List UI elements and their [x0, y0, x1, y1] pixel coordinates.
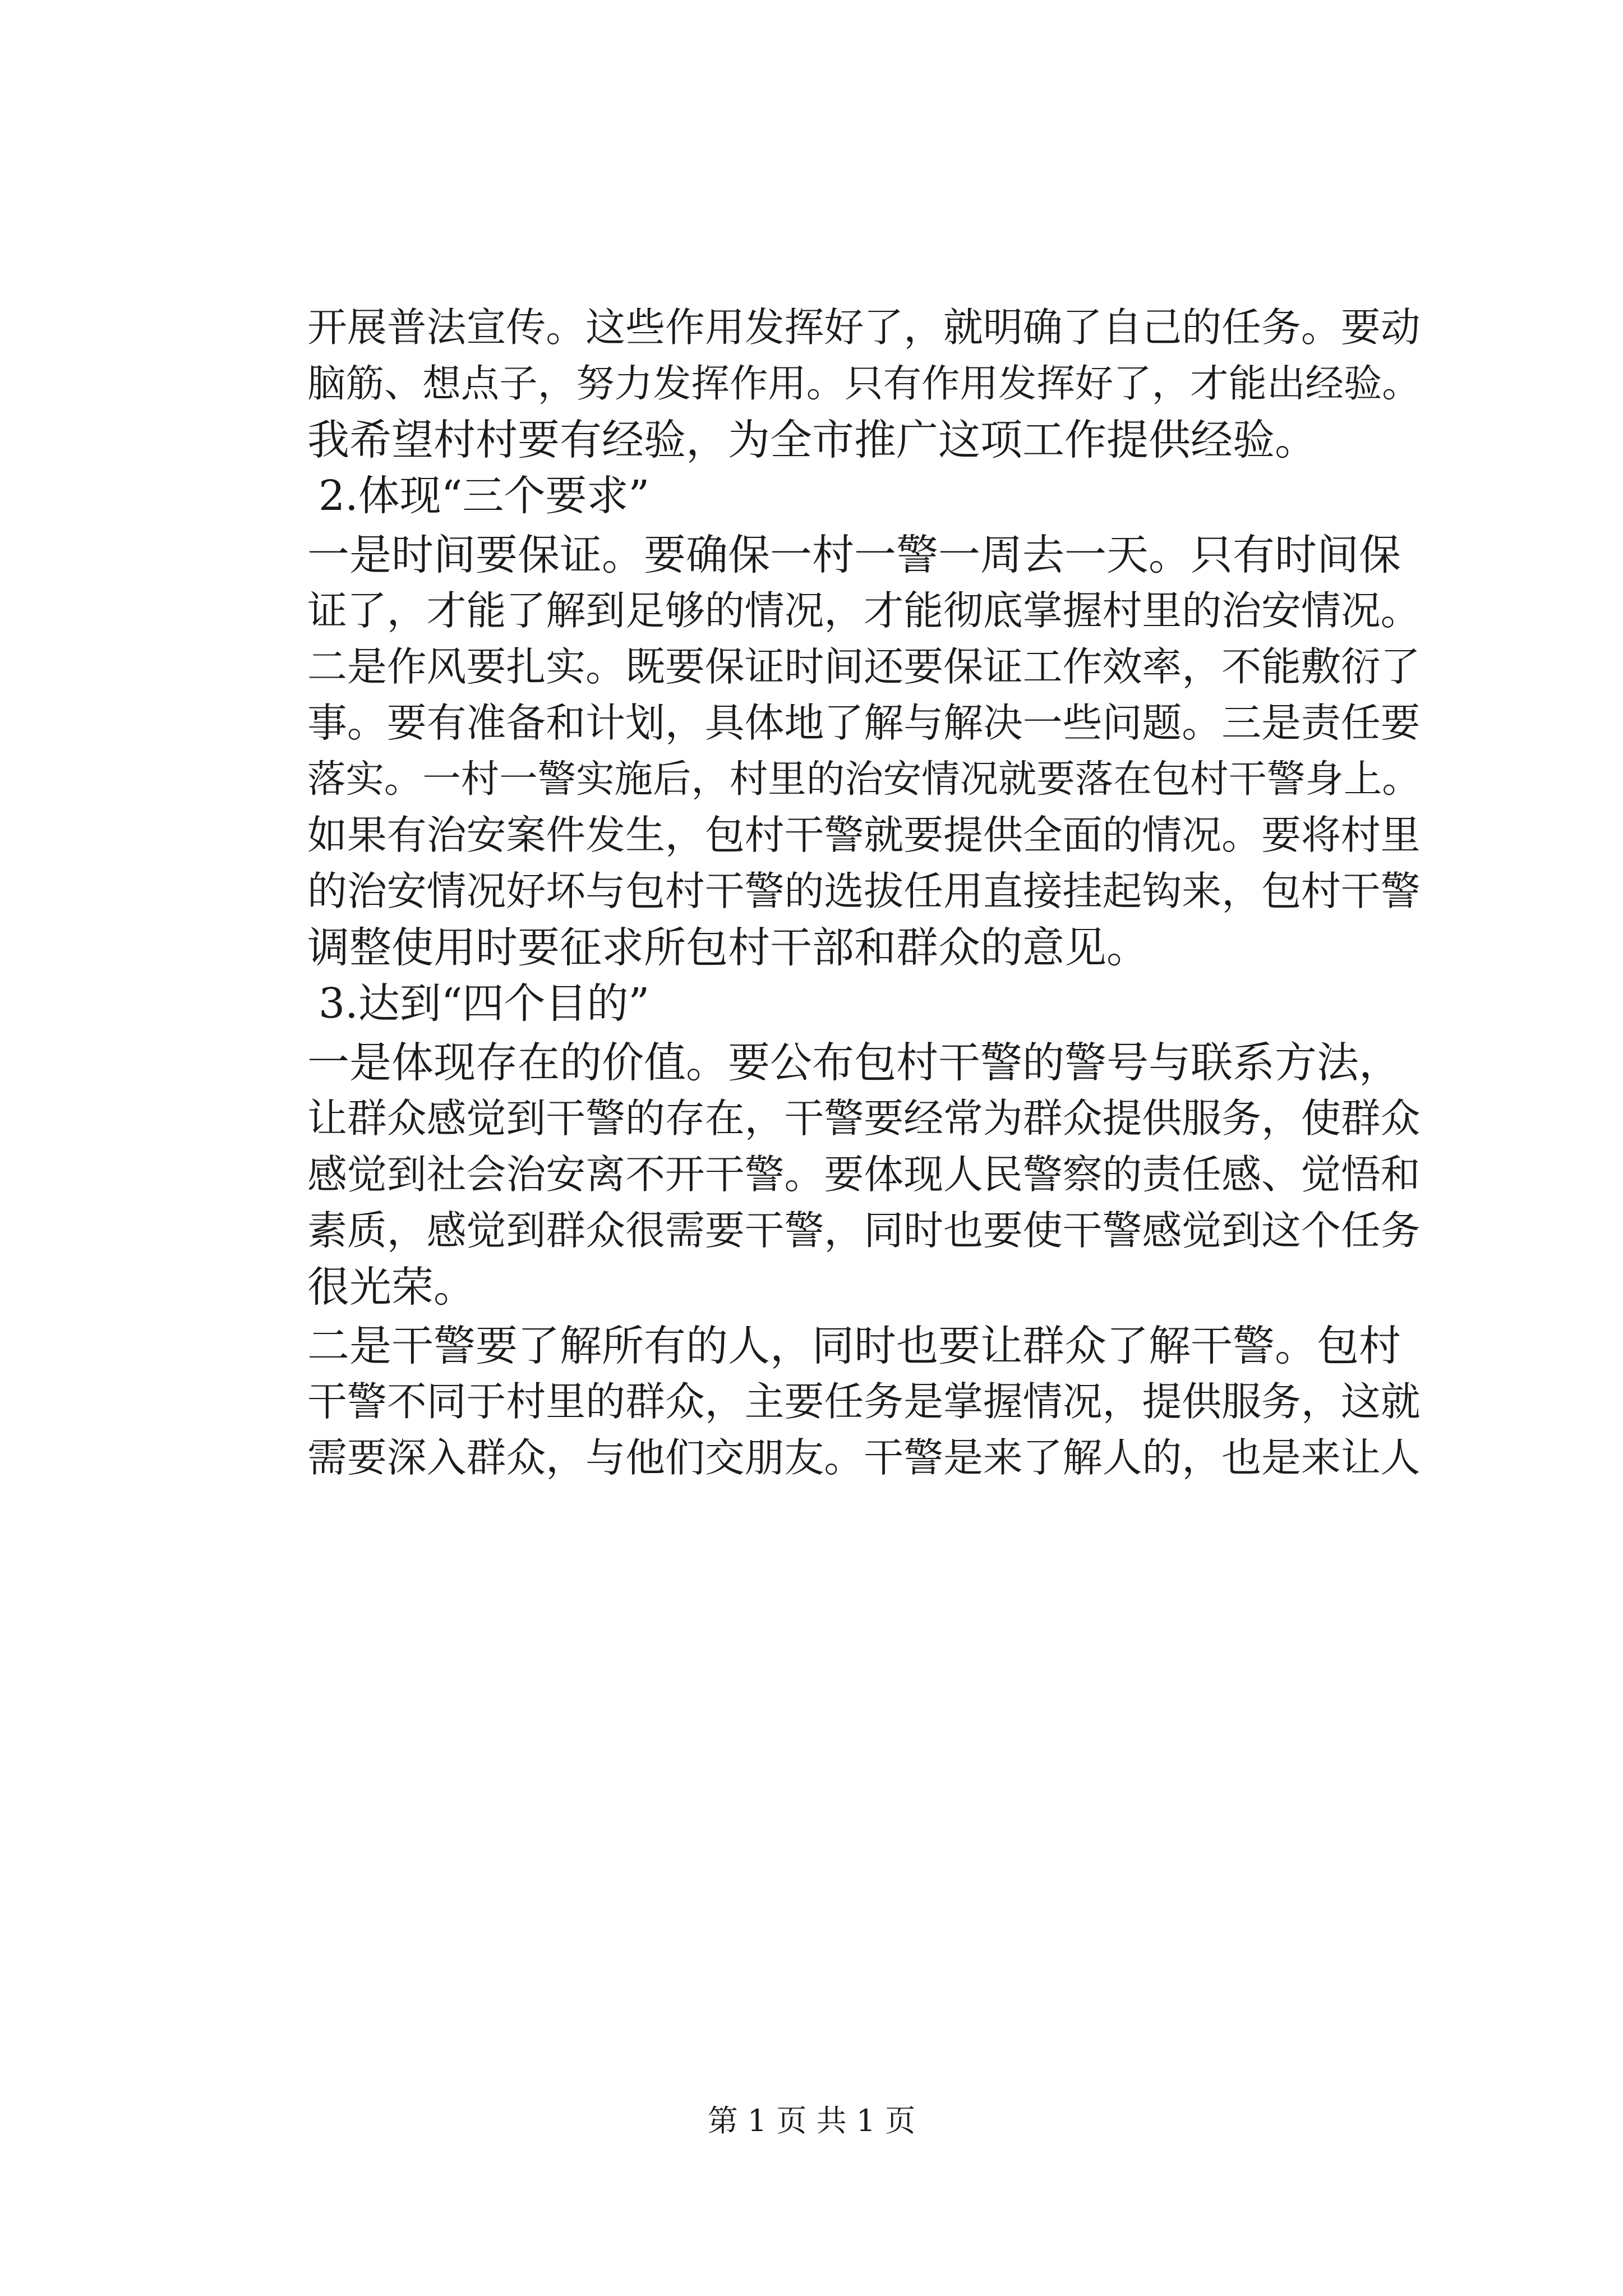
body-line: 事。要有准备和计划，具体地了解与解决一些问题。三是责任要: [307, 700, 1421, 746]
body-line: 很光荣。: [307, 1262, 476, 1312]
body-line: 一是时间要保证。要确保一村一警一周去一天。只有时间保: [307, 530, 1401, 579]
page-footer: 第 1 页 共 1 页: [707, 2103, 916, 2138]
section-heading: 2.体现“三个要求”: [319, 472, 650, 520]
body-line: 让群众感觉到干警的存在，干警要经常为群众提供服务，使群众: [307, 1095, 1421, 1142]
body-line: 落实。一村一警实施后，村里的治安情况就要落在包村干警身上。: [307, 757, 1421, 802]
body-line: 开展普法宣传。这些作用发挥好了，就明确了自己的任务。要动: [307, 304, 1421, 351]
body-line: 的治安情况好坏与包村干警的选拔任用直接挂起钩来，包村干警: [307, 868, 1421, 914]
body-line: 脑筋、想点子，努力发挥作用。只有作用发挥好了，才能出经验。: [307, 361, 1421, 406]
body-line: 二是作风要扎实。既要保证时间还要保证工作效率，不能敷衍了: [307, 643, 1421, 690]
body-line: 如果有治安案件发生，包村干警就要提供全面的情况。要将村里: [307, 812, 1421, 858]
section-heading: 3.达到“四个目的”: [319, 979, 650, 1028]
body-line: 我希望村村要有经验，为全市推广这项工作提供经验。: [307, 415, 1317, 464]
body-line: 干警不同于村里的群众，主要任务是掌握情况，提供服务，这就: [307, 1378, 1421, 1425]
body-line: 调整使用时要征求所包村干部和群众的意见。: [307, 923, 1149, 972]
body-line: 一是体现存在的价值。要公布包村干警的警号与联系方法，: [307, 1038, 1401, 1087]
body-line: 需要深入群众，与他们交朋友。干警是来了解人的，也是来让人: [307, 1434, 1421, 1481]
body-line: 素质，感觉到群众很需要干警，同时也要使干警感觉到这个任务: [307, 1207, 1421, 1254]
body-line: 证了，才能了解到足够的情况，才能彻底掌握村里的治安情况。: [307, 587, 1421, 634]
body-line: 二是干警要了解所有的人，同时也要让群众了解干警。包村: [307, 1321, 1401, 1370]
body-line: 感觉到社会治安离不开干警。要体现人民警察的责任感、觉悟和: [307, 1151, 1421, 1198]
